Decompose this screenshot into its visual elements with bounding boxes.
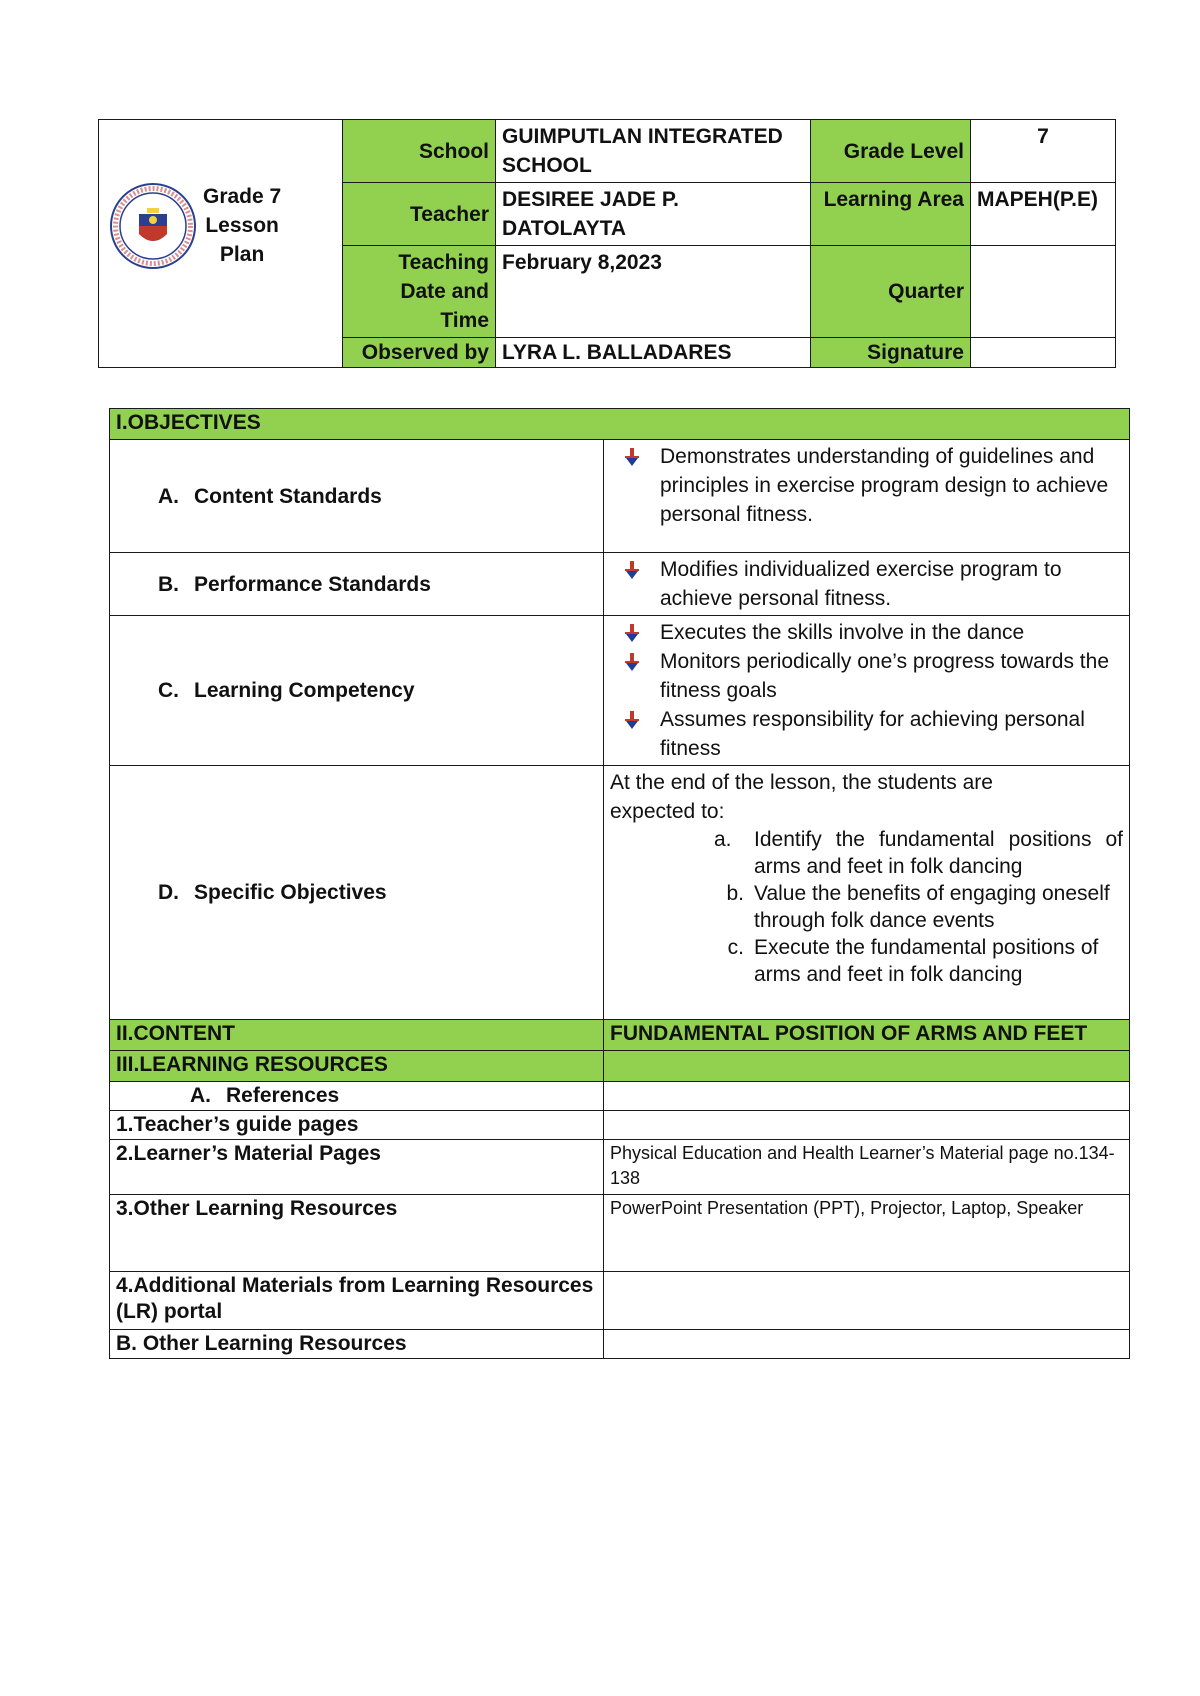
learning-competency-text: Learning Competency (194, 679, 415, 702)
performance-standards-letter: B. (158, 572, 179, 596)
content-standards-letter: A. (158, 484, 179, 508)
quarter-value (971, 246, 1116, 338)
learning-area-label: Learning Area (811, 183, 971, 246)
teacher-value: DESIREE JADE P. DATOLAYTA (496, 183, 811, 246)
teacher-label: Teacher (343, 183, 496, 246)
resource-value-3: PowerPoint Presentation (PPT), Projector, Laptop, Speaker (604, 1195, 1130, 1272)
resource-label-4: 4.Additional Materials from Learning Resources (LR) portal (110, 1272, 604, 1330)
resource-label-2: 2.Learner’s Material Pages (110, 1140, 604, 1195)
references-value (604, 1082, 1130, 1111)
resource-label-1: 1.Teacher’s guide pages (110, 1111, 604, 1140)
arrow-bullet-icon (624, 709, 640, 729)
arrow-bullet-icon (624, 559, 640, 579)
school-value: GUIMPUTLAN INTEGRATED SCHOOL (496, 120, 811, 183)
specific-objectives-text: Specific Objectives (194, 881, 387, 904)
resource-value-1 (604, 1111, 1130, 1140)
resources-heading: III.LEARNING RESOURCES (110, 1051, 604, 1082)
grade-level-label: Grade Level (811, 120, 971, 183)
header-table (98, 119, 1116, 368)
performance-standards-text: Performance Standards (194, 572, 431, 596)
learning-competency-label (110, 616, 604, 766)
learning-area-value: MAPEH(P.E) (971, 183, 1116, 246)
objectives-heading: I.OBJECTIVES (110, 409, 1130, 440)
signature-label: Signature (811, 338, 971, 368)
list-item: Demonstrates understanding of guidelines and principles in exercise program design to achieve personal fitness. (660, 442, 1123, 529)
quarter-label: Quarter (811, 246, 971, 338)
list-item: Executes the skills involve in the dance (660, 618, 1123, 647)
list-item: Assumes responsibility for achieving personal fitness (660, 705, 1123, 763)
arrow-bullet-icon (624, 651, 640, 671)
list-item: b. Value the benefits of engaging oneself through folk dance events (726, 882, 1110, 932)
signature-value (971, 338, 1116, 368)
specific-objectives-label (110, 766, 604, 1020)
logo-cell (99, 120, 343, 368)
observed-value: LYRA L. BALLADARES (496, 338, 811, 368)
specific-objectives-intro: At the end of the lesson, the students are expected to: (610, 771, 993, 823)
resource-value-5 (604, 1330, 1130, 1359)
date-value: February 8,2023 (496, 246, 811, 338)
content-heading: II.CONTENT (110, 1020, 604, 1051)
arrow-bullet-icon (624, 446, 640, 466)
deped-seal-icon (109, 182, 197, 270)
list-item: Monitors periodically one’s progress towards the fitness goals (660, 647, 1123, 705)
logo-title: Grade 7 Lesson Plan (203, 185, 282, 266)
learning-competency-value (604, 616, 1130, 766)
resource-value-2: Physical Education and Health Learner’s Material page no.134-138 (604, 1140, 1130, 1195)
list-item: Modifies individualized exercise program to achieve personal fitness. (660, 555, 1123, 613)
list-item: c. Execute the fundamental positions of arms and feet in folk dancing (727, 936, 1099, 986)
resources-heading-blank (604, 1051, 1130, 1082)
learning-competency-letter: C. (158, 679, 179, 702)
grade-level-value: 7 (971, 120, 1116, 183)
specific-objectives-letter: D. (158, 881, 179, 904)
references-label: A. References (110, 1082, 604, 1111)
lesson-plan-table (109, 408, 1130, 1359)
arrow-bullet-icon (624, 622, 640, 642)
performance-standards-label (110, 553, 604, 616)
resource-label-3: 3.Other Learning Resources (110, 1195, 604, 1272)
specific-objectives-value (604, 766, 1130, 1020)
content-standards-text: Content Standards (194, 484, 382, 508)
resource-label-5: B. Other Learning Resources (110, 1330, 604, 1359)
date-label: Teaching Date and Time (343, 246, 496, 338)
school-label: School (343, 120, 496, 183)
performance-standards-value (604, 553, 1130, 616)
list-item: a. Identify the fundamental positions of arms and feet in folk dancing (714, 828, 1124, 878)
resource-value-4 (604, 1272, 1130, 1330)
content-standards-value (604, 440, 1130, 553)
observed-label: Observed by (343, 338, 496, 368)
content-value: FUNDAMENTAL POSITION OF ARMS AND FEET (604, 1020, 1130, 1051)
content-standards-label (110, 440, 604, 553)
